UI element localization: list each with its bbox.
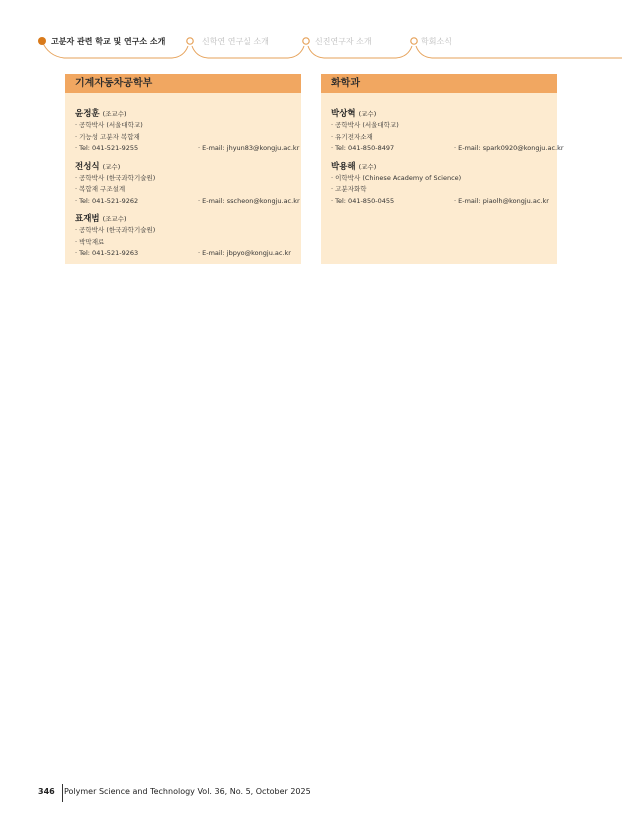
nav-connector-lines [0, 0, 622, 70]
nav-ring-icon [303, 38, 309, 44]
faculty-degree: · 공학박사 (서울대학교) [75, 121, 143, 129]
faculty-degree: · 공학박사 (한국과학기술원) [75, 226, 156, 234]
faculty-entry [75, 161, 301, 208]
page-number: 346 [38, 787, 55, 796]
faculty-entry [331, 108, 564, 155]
faculty-field: · 복합재 구조설계 [75, 185, 126, 193]
faculty-title: (교수) [358, 162, 377, 171]
faculty-name: 전성식 [75, 161, 100, 172]
faculty-email[interactable]: · E-mail: jbpyo@kongju.ac.kr [198, 249, 291, 257]
faculty-entry [75, 108, 301, 155]
faculty-tel: · Tel: 041-521-9255 [75, 144, 139, 152]
nav-item-society-news[interactable]: 학회소식 [421, 37, 452, 46]
faculty-degree: · 공학박사 (한국과학기술원) [75, 173, 156, 182]
department-card [65, 74, 301, 264]
faculty-degree: · 이학박사 (Chinese Academy of Science) [331, 173, 462, 182]
nav-ring-icon [411, 38, 417, 44]
faculty-tel: · Tel: 041-850-0455 [331, 196, 395, 205]
section-navigation [0, 0, 622, 70]
faculty-email[interactable]: · E-mail: sscheon@kongju.ac.kr [198, 196, 300, 205]
department-title: 화학과 [321, 74, 557, 93]
nav-ring-icon [187, 38, 193, 44]
faculty-title: (교수) [358, 110, 377, 118]
faculty-entry [75, 213, 301, 260]
faculty-contact [75, 143, 301, 155]
faculty-field: · 기능성 고분자 복합재 [75, 132, 140, 141]
faculty-tel: · Tel: 041-521-9263 [75, 249, 139, 257]
faculty-contact [75, 196, 301, 208]
faculty-tel: · Tel: 041-850-8497 [331, 144, 395, 152]
department-title: 기계자동차공학부 [65, 74, 301, 93]
faculty-title: (조교수) [102, 110, 127, 118]
faculty-field: · 박막재료 [75, 237, 105, 246]
nav-item-labs[interactable]: 신학연 연구실 소개 [202, 37, 269, 46]
faculty-contact [75, 248, 301, 260]
faculty-email[interactable]: · E-mail: piaolh@kongju.ac.kr [454, 196, 549, 205]
department-card [321, 74, 564, 264]
faculty-name: 박용해 [331, 161, 356, 172]
faculty-entry [331, 161, 557, 208]
faculty-title: (교수) [102, 162, 121, 171]
nav-item-schools[interactable]: 고분자 관련 학교 및 연구소 소개 [51, 37, 166, 46]
faculty-tel: · Tel: 041-521-9262 [75, 196, 139, 205]
faculty-title: (조교수) [102, 215, 127, 223]
footer-divider [62, 784, 63, 802]
journal-citation: Polymer Science and Technology Vol. 36, No. 5, October 2025 [64, 787, 311, 796]
faculty-name: 표재범 [75, 214, 100, 224]
faculty-contact [331, 143, 564, 155]
faculty-name: 윤정훈 [75, 109, 100, 119]
nav-item-new-researchers[interactable]: 신진연구자 소개 [315, 37, 372, 46]
faculty-contact [331, 196, 557, 208]
nav-dot-active-icon [38, 37, 46, 45]
faculty-field: · 유기전자소재 [331, 132, 373, 141]
faculty-degree: · 공학박사 (서울대학교) [331, 121, 399, 129]
faculty-name: 박상혁 [331, 109, 356, 119]
faculty-email[interactable]: · E-mail: jhyun83@kongju.ac.kr [198, 144, 300, 152]
faculty-field: · 고분자화학 [331, 185, 367, 193]
faculty-email[interactable]: · E-mail: spark0920@kongju.ac.kr [454, 144, 564, 152]
